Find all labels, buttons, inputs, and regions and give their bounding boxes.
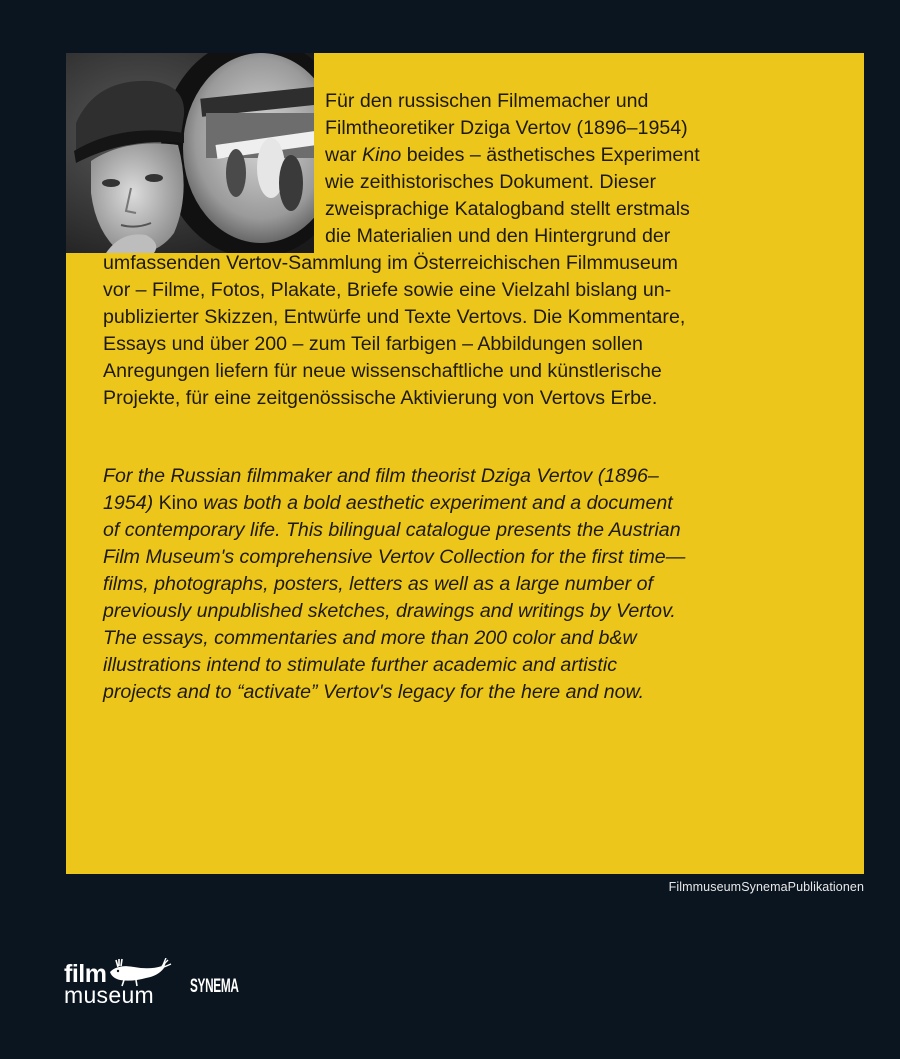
logo-film-word: film [64, 960, 107, 988]
english-line-6 [103, 598, 676, 625]
text-run: illustrations intend to stimulate further academic and artistic [103, 654, 618, 676]
english-line-9 [103, 679, 644, 706]
german-line-2 [325, 115, 688, 142]
english-line-8 [103, 652, 617, 679]
german-line-1 [325, 88, 648, 115]
german-line-8 [103, 277, 671, 304]
text-run: Essays und über 200 – zum Teil farbigen – Abbildungen sollen [103, 333, 643, 355]
text-run: wie zeithistorisches Dokument. Dieser [325, 171, 657, 193]
text-run: Film Museum's comprehensive Vertov Collection for the first time— [103, 546, 686, 568]
text-run: zweisprachige Katalogband stellt erstmals [325, 198, 690, 220]
german-line-4 [325, 169, 656, 196]
english-line-1 [103, 463, 659, 490]
text-run: was both a bold aesthetic experiment and a document [197, 492, 673, 514]
text-run: For the Russian filmmaker and film theorist Dziga Vertov (1896– [103, 465, 659, 487]
text-run: umfassenden Vertov-Sammlung im Österreichischen Filmmuseum [103, 252, 678, 274]
upright-term: Kino [158, 492, 198, 514]
synema-logo: SYNEMA [190, 976, 239, 997]
english-line-4 [103, 544, 685, 571]
text-run: of contemporary life. This bilingual catalogue presents the Austrian [103, 519, 681, 541]
text-run: Anregungen liefern für neue wissenschaftliche und künstlerische [103, 360, 662, 382]
logo-museum-word: museum [64, 982, 154, 1008]
english-line-5 [103, 571, 653, 598]
german-line-7 [103, 250, 678, 277]
text-run: vor – Filme, Fotos, Plakate, Briefe sowie eine Vielzahl bislang un- [103, 279, 672, 301]
italic-term: Kino [362, 144, 402, 166]
photo-illustration [66, 53, 314, 253]
german-line-9 [103, 304, 685, 331]
german-line-3 [325, 142, 700, 169]
vertov-portrait-photo [66, 53, 314, 253]
german-line-5 [325, 196, 690, 223]
english-line-7 [103, 625, 637, 652]
text-run: 1954) [103, 492, 159, 514]
text-run: Projekte, für eine zeitgenössische Aktivierung von Vertovs Erbe. [103, 387, 658, 409]
publisher-imprint: FilmmuseumSynemaPublikationen [668, 880, 864, 894]
text-run: Für den russischen Filmemacher und [325, 90, 649, 112]
text-run: publizierter Skizzen, Entwürfe und Texte Vertovs. Die Kommentare, [103, 306, 686, 328]
text-run: films, photographs, posters, letters as well as a large number of [103, 573, 653, 595]
english-line-2 [103, 490, 673, 517]
german-line-11 [103, 358, 662, 385]
text-run: projects and to “activate” Vertov's legacy for the here and now. [103, 681, 645, 703]
text-run: die Materialien und den Hintergrund der [325, 225, 671, 247]
german-line-12 [103, 385, 657, 412]
english-line-3 [103, 517, 681, 544]
axolotl-mascot-icon [106, 958, 172, 988]
german-line-10 [103, 331, 643, 358]
yellow-text-panel [66, 53, 864, 874]
german-line-6 [325, 223, 670, 250]
text-run: war [325, 144, 363, 166]
text-run: The essays, commentaries and more than 200 color and b&w [103, 627, 637, 649]
text-run: Filmtheoretiker Dziga Vertov (1896–1954) [325, 117, 688, 139]
text-run: beides – ästhetisches Experiment [401, 144, 700, 166]
text-run: previously unpublished sketches, drawings and writings by Vertov. [103, 600, 676, 622]
